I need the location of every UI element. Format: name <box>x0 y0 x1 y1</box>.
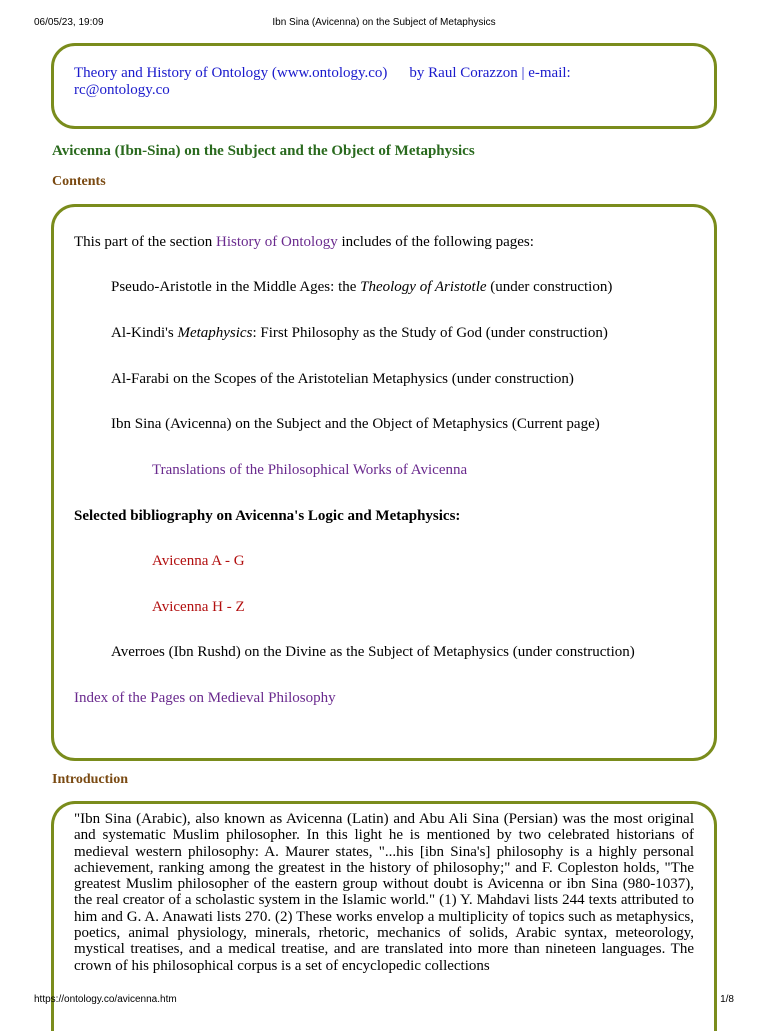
author-email-link[interactable]: by Raul Corazzon | e-mail: <box>409 65 571 81</box>
item-text: : First Philosophy as the Study of God (under construction) <box>252 325 608 341</box>
contents-intro-prefix: This part of the section <box>74 234 217 250</box>
item-italic-title: Theology of Aristotle <box>360 279 487 295</box>
history-of-ontology-link[interactable]: History of Ontology <box>216 234 338 250</box>
bibliography-a-g-link[interactable]: Avicenna A - G <box>152 553 245 569</box>
medieval-index-link[interactable]: Index of the Pages on Medieval Philosophy <box>74 690 336 706</box>
contents-item-averroes: Averroes (Ibn Rushd) on the Divine as the Subject of Metaphysics (under construction) <box>111 644 635 660</box>
introduction-text: "Ibn Sina (Arabic), also known as Avicenna (Latin) and Abu Ali Sina (Persian) was the most original and systematic Muslim philosopher. In this light he is mentioned by two celebrated historians of medieval western philosophy: A. Maurer states, "...his [ibn Sina's] philosophy is a highly personal achievement, ranking among the greatest in the history of philosophy;" and F. Copleston holds, "The greatest Muslim philosopher of the eastern group without doubt is Avicenna or ibn Sina (980-1037), the real creator of a scholastic system in the Islamic world." (1) Y. Mahdavi lists 244 texts attributed to him and G. A. Anawati lists 270. (2) These works envelop a multiplicity of topics such as metaphysics, poetics, animal physiology, minerals, rhetoric, mechanics of solids, Arabic syntax, meteorology, mystical treatises, and a medical treatise, and are translated into more than nineteen languages. The crown of his philosophical corpus is a set of encyclopedic collections <box>74 811 694 974</box>
contents-item-al-farabi: Al-Farabi on the Scopes of the Aristotelian Metaphysics (under construction) <box>111 371 574 387</box>
contents-item-theology <box>111 279 612 296</box>
contents-item-ibn-sina: Ibn Sina (Avicenna) on the Subject and the Object of Metaphysics (Current page) <box>111 416 600 432</box>
print-url: https://ontology.co/avicenna.htm <box>34 994 177 1005</box>
print-header <box>0 17 768 31</box>
email-link[interactable]: rc@ontology.co <box>74 82 170 98</box>
item-text: (under construction) <box>486 279 613 295</box>
site-header-box <box>51 43 717 129</box>
site-header <box>74 65 674 99</box>
item-text: Al-Kindi's <box>111 325 178 341</box>
contents-box <box>51 204 717 761</box>
translations-link[interactable]: Translations of the Philosophical Works of Avicenna <box>152 462 468 478</box>
contents-item-al-kindi <box>111 325 608 342</box>
print-datetime: 06/05/23, 19:09 <box>34 17 104 28</box>
contents-intro <box>74 234 534 251</box>
item-text: Pseudo-Aristotle in the Middle Ages: the <box>111 279 361 295</box>
introduction-heading: Introduction <box>52 772 128 787</box>
bibliography-heading: Selected bibliography on Avicenna's Logic and Metaphysics: <box>74 508 461 524</box>
bibliography-h-z-link[interactable]: Avicenna H - Z <box>152 599 245 615</box>
print-title: Ibn Sina (Avicenna) on the Subject of Metaphysics <box>272 17 496 28</box>
contents-intro-suffix: includes of the following pages: <box>337 234 534 250</box>
item-italic-title: Metaphysics <box>177 325 253 341</box>
contents-heading: Contents <box>52 174 106 189</box>
page-title: Avicenna (Ibn-Sina) on the Subject and the Object of Metaphysics <box>52 143 475 159</box>
site-link[interactable]: Theory and History of Ontology (www.ontology.co) <box>74 65 388 81</box>
print-footer <box>0 994 768 1008</box>
print-page-number: 1/8 <box>720 994 734 1005</box>
